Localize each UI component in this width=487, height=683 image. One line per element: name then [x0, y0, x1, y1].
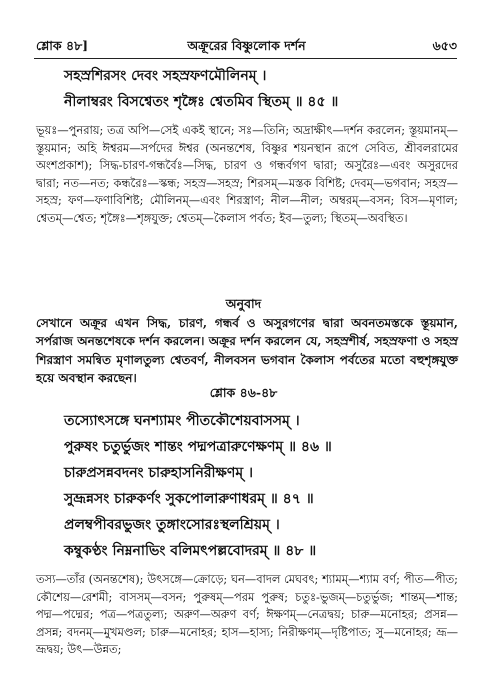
- verse-46-line-1: তস্যোৎসঙ্গে ঘনশ্যামং পীতকৌশেয়বাসসম্ ।: [64, 413, 300, 429]
- page-header: [36, 38, 457, 56]
- header-chapter-title: অক্রূরের বিষ্ণুলোক দর্শন: [187, 38, 306, 53]
- verse-47-line-2: সুভ্রূন্নসং চারুকর্ণং সুকপোলারুণাধরম্ ॥ ৪৭ ॥: [64, 491, 314, 507]
- verse-48-line-2: কম্বুকণ্ঠং নিম্ননাভিং বলিমৎপল্লবোদরম্ ॥ ৪৮ ॥: [64, 543, 317, 559]
- verse-45-line-2: নীলাম্বরং বিসশ্বেতং শৃঙ্গৈঃ শ্বেতমিব স্থিতম্ ॥ ৪৫ ॥: [64, 94, 339, 110]
- translation-45: সেখানে অক্রূর এখন সিদ্ধ, চারণ, গন্ধর্ব ও অসুরগণের দ্বারা অবনতমস্তকে স্তূয়মান, সর্পরাজ অনন্তশেষকে দর্শন করলেন। অক্রূর দর্শন করলেন যে, সহস্রশীর্ষ, সহস্রফণা ও সহস্র শিরস্ত্রাণ সমন্বিত মৃণালতুল্য শ্বেতবর্ণ, নীলবসন ভগবান কৈলাস পর্বতের মতো বহুশৃঙ্গযুক্ত হয়ে অবস্থান করছেন।: [36, 316, 458, 386]
- verse-47-line-1: চারুপ্রসন্নবদনং চারুহাসনিরীক্ষণম্ ।: [64, 465, 253, 481]
- verses-heading: শ্লোক ৪৬-৪৮: [209, 385, 278, 400]
- header-page-number: ৬৫৩: [432, 38, 457, 53]
- synonyms-45: ভূয়ঃ—পুনরায়; তত্র অপি—সেই একই স্থানে; সঃ—তিনি; অদ্রাক্ষীৎ—দর্শন করলেন; স্তূয়মানম্—স্তূয়মান; অহি ঈশ্বরম—সর্পদের ঈশ্বর (অনন্তশেষ, বিষ্ণুর শয়নস্থান রূপে সেবিত, শ্রীবলরামের অংশপ্রকাশ); সিদ্ধ-চারণ-গন্ধর্বৈঃ—সিদ্ধ, চারণ ও গন্ধর্বগণ দ্বারা; অসুরৈঃ—এবং অসুরদের দ্বারা; নত—নত; কন্ধরৈঃ—স্কন্ধ; সহস্র—সহস্র; শিরসম্—মস্তক বিশিষ্ট; দেবম্—ভগবান; সহস্র—সহস্র; ফণ—ফণাবিশিষ্ট; মৌলিনম্—এবং শিরস্ত্রাণ; নীল—নীল; অম্বরম্—বসন; বিস—মৃণাল; শ্বেতম্—শ্বেত; শৃঙ্গৈঃ—শৃঙ্গযুক্ত; শ্বেতম্—কৈলাস পর্বত; ইব—তুল্য; স্থিতম্—অবস্থিত।: [36, 123, 458, 225]
- verse-45-line-1: সহস্রশিরসং দেবং সহস্রফণমৌলিনম্ ।: [64, 68, 267, 84]
- header-verse-ref: শ্লোক ৪৮]: [36, 38, 89, 53]
- verse-46-line-2: পুরুষং চতুর্ভুজং শান্তং পদ্মপত্রারুণেক্ষণম্ ॥ ৪৬ ॥: [64, 439, 332, 455]
- header-rule: [34, 58, 457, 59]
- verse-48-line-1: প্রলম্বপীবরভুজং তুঙ্গাংসোরঃস্থলশ্রিয়ম্ ।: [64, 517, 280, 533]
- translation-heading: অনুবাদ: [225, 296, 262, 311]
- synonyms-46-48: তস্য—তাঁর (অনন্তশেষ); উৎসঙ্গে—ক্রোড়ে; ঘন—বাদল মেঘবৎ; শ্যামম্—শ্যাম বর্ণ; পীত—পীত; কৌশেয়—রেশমী; বাসসম্—বসন; পুরুষম্—পরম পুরুষ; চতুঃ-ভুজম্—চতুর্ভুজ; শান্তম্—শান্ত; পদ্ম—পদ্মের; পত্র—পত্রতুল্য; অরুণ—অরুণ বর্ণ; ঈক্ষণম্—নেত্রদ্বয়; চারু—মনোহর; প্রসন্ন—প্রসন্ন; বদনম্—মুখমণ্ডল; চারু—মনোহর; হাস—হাস্য; নিরীক্ষণম্—দৃষ্টিপাত; সু—মনোহর; ভ্রূ—ভ্রূদ্বয়; উৎ—উন্নত;: [36, 572, 458, 657]
